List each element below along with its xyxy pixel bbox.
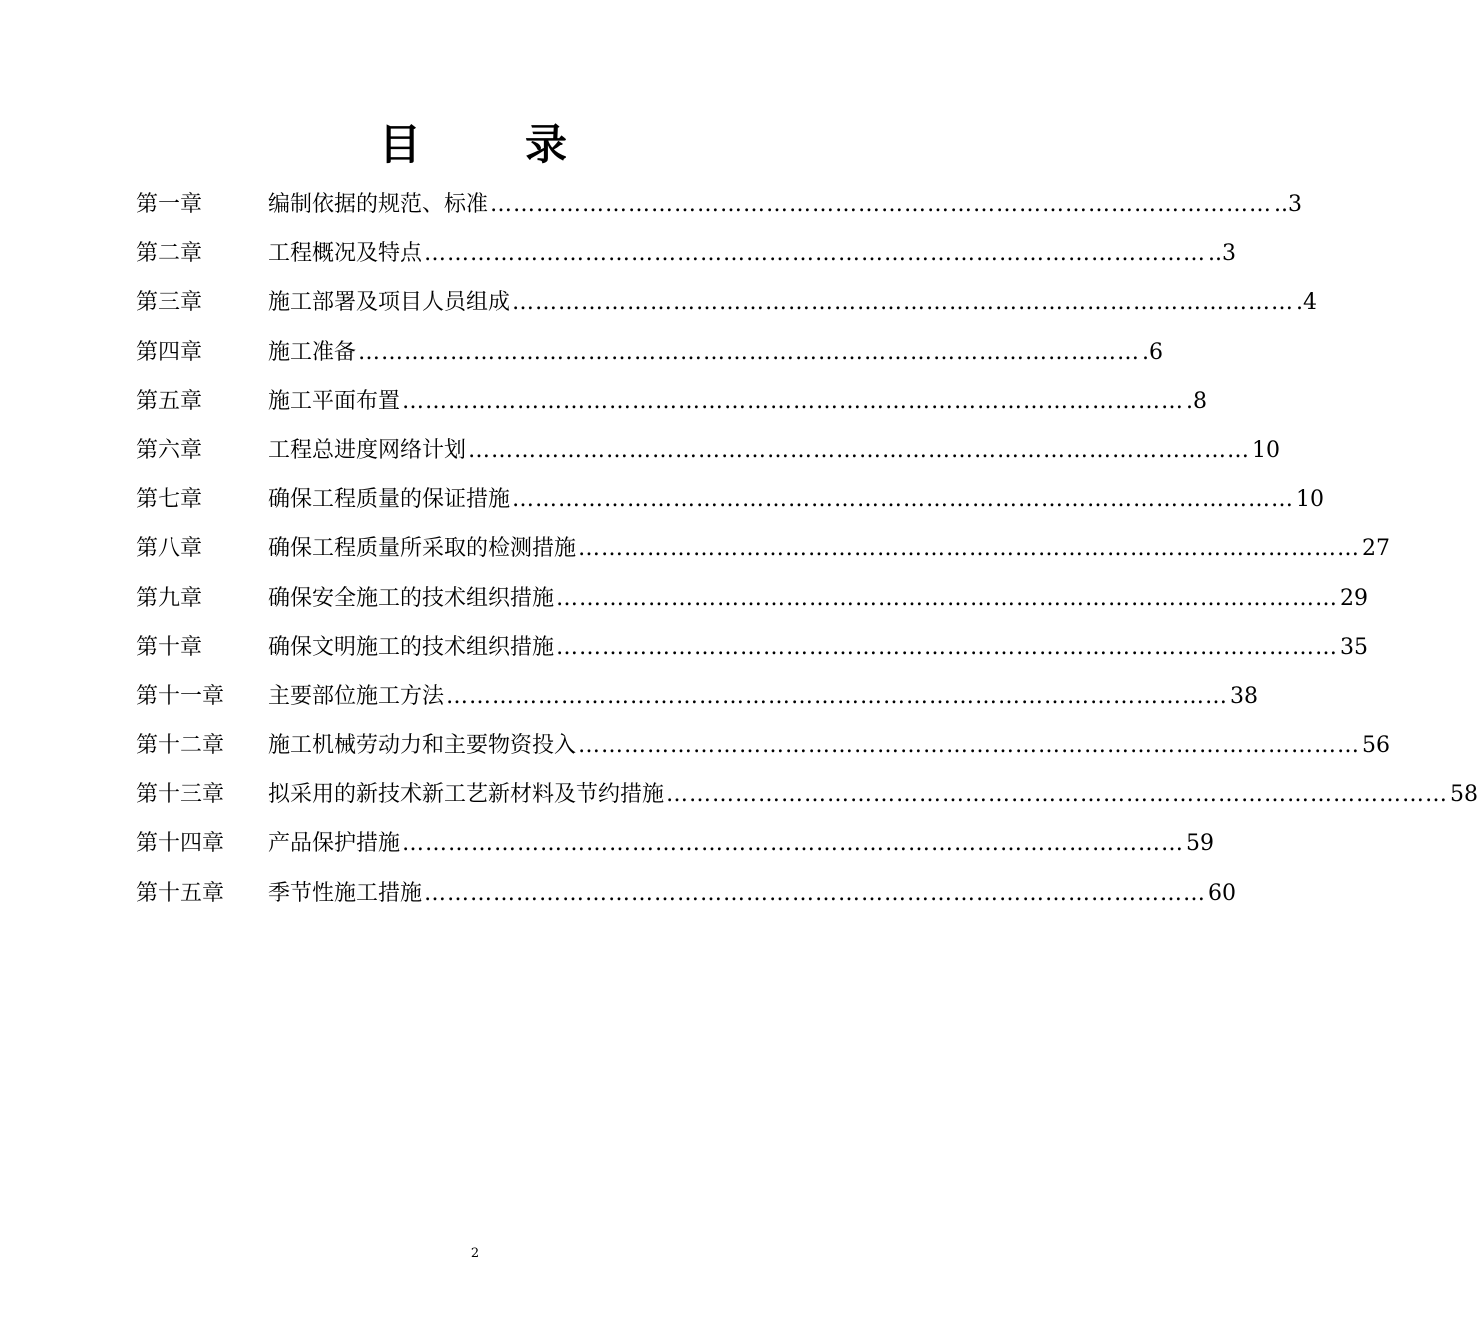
toc-row[interactable] — [136, 574, 1369, 623]
page-ref: .8 — [1186, 388, 1208, 414]
chapter-title: 产品保护措施 — [268, 831, 401, 857]
chapter-label: 第六章 — [136, 437, 203, 463]
dot-leader: ………………………………………………………………………………………… — [446, 683, 1229, 709]
page-ref: ..3 — [1274, 192, 1302, 217]
toc-entry — [268, 869, 1237, 918]
toc-row[interactable] — [136, 524, 1391, 573]
toc-row[interactable] — [136, 475, 1325, 524]
chapter-title: 确保工程质量的保证措施 — [268, 487, 511, 513]
chapter-title: 工程概况及特点 — [268, 241, 423, 267]
toc-entry — [268, 426, 1281, 475]
toc-entry — [268, 672, 1259, 721]
chapter-label: 第四章 — [136, 339, 203, 365]
toc-entry — [268, 278, 1318, 327]
chapter-title: 主要部位施工方法 — [268, 683, 445, 709]
dot-leader: ………………………………………………………………………………………… — [490, 192, 1273, 217]
toc-entry — [268, 574, 1369, 623]
toc-row[interactable] — [136, 721, 1391, 770]
toc-row[interactable] — [136, 672, 1259, 721]
chapter-label: 第十四章 — [136, 831, 225, 857]
dot-leader: ………………………………………………………………………………………… — [666, 782, 1449, 808]
page-ref: 60 — [1208, 880, 1237, 906]
dot-leader: ………………………………………………………………………………………… — [402, 388, 1185, 414]
toc-row[interactable] — [136, 229, 1236, 278]
toc-row[interactable] — [136, 426, 1281, 475]
page-ref: .6 — [1142, 339, 1164, 365]
dot-leader: ………………………………………………………………………………………… — [556, 585, 1339, 611]
chapter-title: 拟采用的新技术新工艺新材料及节约措施 — [268, 782, 665, 808]
toc-row[interactable] — [136, 819, 1215, 868]
chapter-title: 施工部署及项目人员组成 — [268, 290, 511, 316]
page-ref: 29 — [1340, 585, 1369, 611]
toc-row[interactable] — [136, 278, 1318, 327]
toc-entry — [268, 180, 1302, 229]
chapter-title: 季节性施工措施 — [268, 880, 423, 906]
chapter-title: 施工机械劳动力和主要物资投入 — [268, 733, 577, 759]
page-ref: 56 — [1362, 733, 1391, 759]
title-char-2: 录 — [525, 120, 572, 169]
chapter-label: 第七章 — [136, 487, 203, 513]
dot-leader: ………………………………………………………………………………………… — [512, 290, 1295, 316]
dot-leader: ………………………………………………………………………………………… — [578, 536, 1361, 562]
toc-entry — [268, 229, 1236, 278]
toc-entry — [268, 623, 1369, 672]
chapter-label: 第十二章 — [136, 733, 225, 759]
page-ref: ..3 — [1208, 241, 1236, 267]
dot-leader: ………………………………………………………………………………………… — [578, 733, 1361, 759]
dot-leader: ………………………………………………………………………………………… — [556, 634, 1339, 660]
page-ref: 27 — [1362, 536, 1391, 562]
chapter-label: 第三章 — [136, 290, 203, 316]
chapter-label: 第八章 — [136, 536, 203, 562]
chapter-label: 第一章 — [136, 192, 203, 217]
page-ref: 59 — [1186, 831, 1215, 857]
toc-entry — [268, 770, 1478, 819]
toc-row[interactable] — [136, 377, 1208, 426]
chapter-label: 第九章 — [136, 585, 203, 611]
toc-entry — [268, 721, 1391, 770]
toc-entry — [268, 328, 1164, 377]
table-of-contents — [136, 180, 1478, 918]
chapter-label: 第五章 — [136, 388, 203, 414]
toc-entry — [268, 819, 1215, 868]
page-ref: 38 — [1230, 683, 1259, 709]
chapter-label: 第十一章 — [136, 683, 225, 709]
dot-leader: ………………………………………………………………………………………… — [402, 831, 1185, 857]
toc-row[interactable] — [136, 770, 1478, 819]
dot-leader: ………………………………………………………………………………………… — [424, 880, 1207, 906]
title-char-1: 目 — [378, 120, 425, 169]
chapter-label: 第十三章 — [136, 782, 225, 808]
chapter-title: 确保文明施工的技术组织措施 — [268, 634, 555, 660]
page-ref: 58 — [1450, 782, 1478, 808]
page-ref: .4 — [1296, 290, 1318, 316]
toc-entry — [268, 377, 1208, 426]
page-ref: 35 — [1340, 634, 1369, 660]
chapter-title: 确保工程质量所采取的检测措施 — [268, 536, 577, 562]
toc-entry — [268, 524, 1391, 573]
dot-leader: ………………………………………………………………………………………… — [468, 437, 1251, 463]
page-ref: 10 — [1296, 487, 1325, 513]
chapter-title: 编制依据的规范、标准 — [268, 192, 489, 217]
toc-row[interactable] — [136, 180, 1302, 229]
toc-entry — [268, 475, 1325, 524]
chapter-title: 确保安全施工的技术组织措施 — [268, 585, 555, 611]
chapter-title: 施工准备 — [268, 339, 357, 365]
chapter-title: 施工平面布置 — [268, 388, 401, 414]
page-ref: 10 — [1252, 437, 1281, 463]
page-title — [0, 112, 950, 172]
toc-row[interactable] — [136, 869, 1237, 918]
chapter-label: 第十章 — [136, 634, 203, 660]
dot-leader: ………………………………………………………………………………………… — [358, 339, 1141, 365]
toc-row[interactable] — [136, 328, 1164, 377]
page-number: 2 — [470, 1246, 480, 1261]
toc-row[interactable] — [136, 623, 1369, 672]
dot-leader: ………………………………………………………………………………………… — [424, 241, 1207, 267]
chapter-title: 工程总进度网络计划 — [268, 437, 467, 463]
chapter-label: 第十五章 — [136, 880, 225, 906]
chapter-label: 第二章 — [136, 241, 203, 267]
dot-leader: ………………………………………………………………………………………… — [512, 487, 1295, 513]
